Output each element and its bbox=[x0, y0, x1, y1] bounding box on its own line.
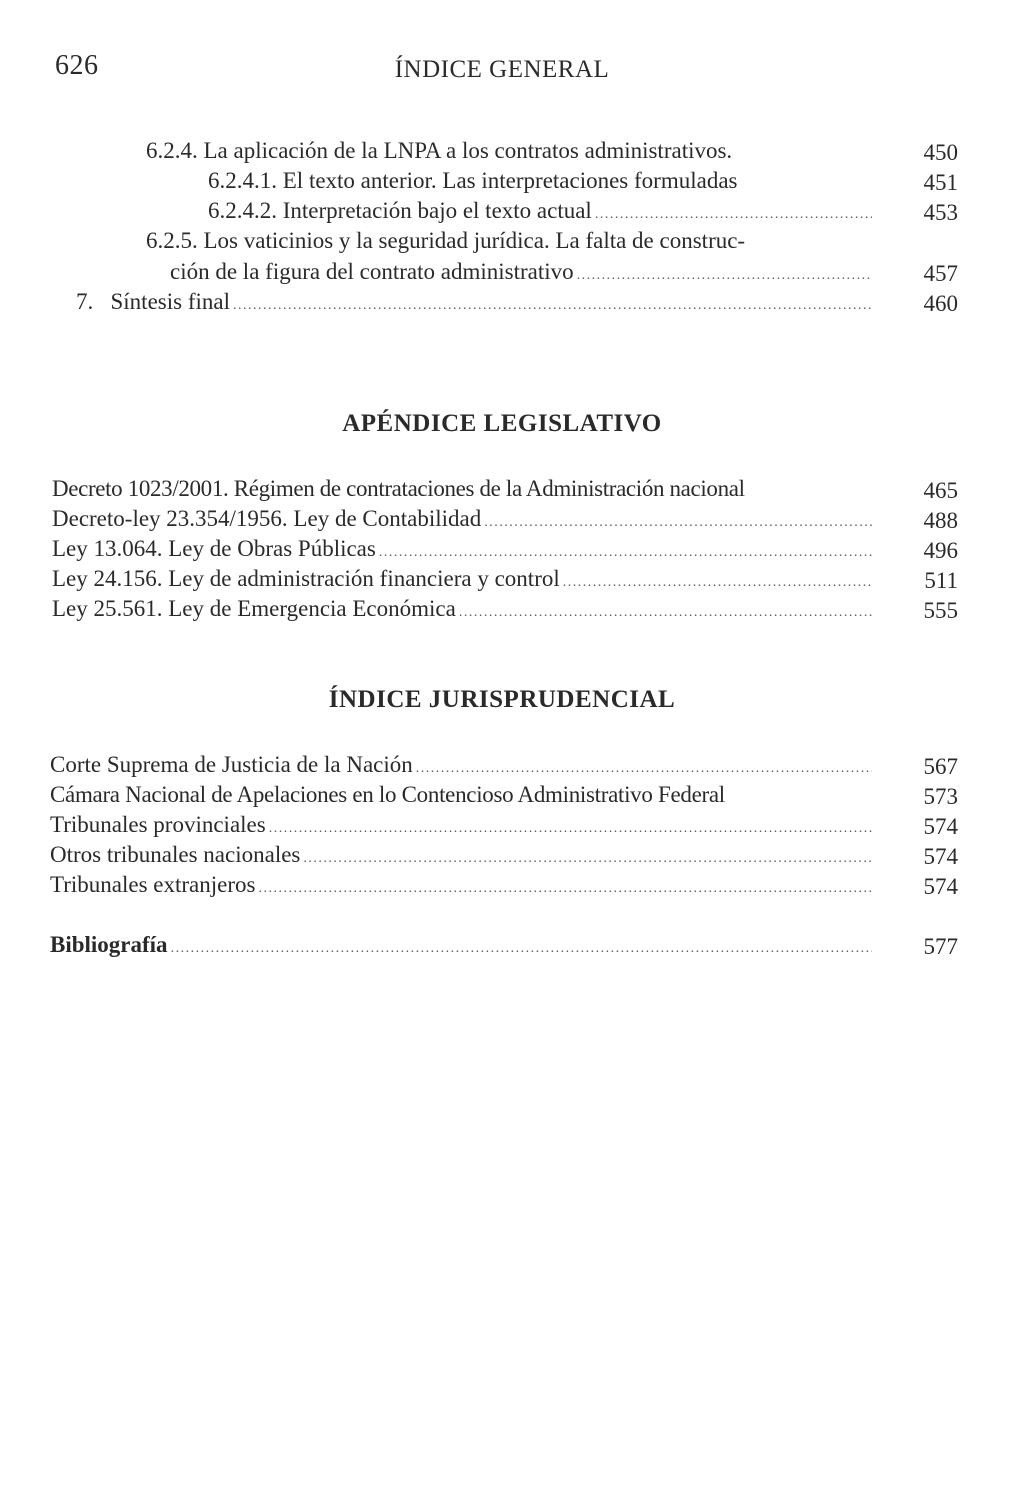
toc-entry-page: 574 bbox=[923, 874, 958, 899]
leader-dots bbox=[171, 934, 872, 964]
toc-entry-text: Decreto 1023/2001. Régimen de contrataciones de la Administración nacional bbox=[52, 476, 745, 501]
toc-entry-page: 496 bbox=[923, 538, 958, 563]
toc-entry-text: Tribunales extranjeros bbox=[50, 872, 256, 897]
toc-entry-text: Ley 13.064. Ley de Obras Públicas bbox=[52, 536, 376, 561]
toc-entry-page: 555 bbox=[923, 598, 958, 623]
toc-entry-text: 7. Síntesis final bbox=[76, 289, 230, 314]
toc-entry-page: 465 bbox=[923, 478, 958, 503]
toc-entry bbox=[146, 136, 958, 170]
toc-entry-text: Corte Suprema de Justicia de la Nación bbox=[50, 752, 413, 777]
toc-entry bbox=[50, 750, 958, 784]
toc-entry-text: Tribunales provinciales bbox=[50, 812, 266, 837]
toc-entry-page: 574 bbox=[923, 844, 958, 869]
toc-entry-text: Decreto-ley 23.354/1956. Ley de Contabilidad bbox=[52, 506, 482, 531]
toc-entry bbox=[52, 474, 958, 508]
leader-dots bbox=[233, 291, 872, 321]
toc-entry-page: 451 bbox=[923, 170, 958, 195]
toc-entry-text: Otros tribunales nacionales bbox=[50, 842, 301, 867]
toc-entry-page: 453 bbox=[923, 200, 958, 225]
toc-entry bbox=[76, 287, 958, 321]
toc-entry bbox=[50, 870, 958, 904]
toc-entry-text: 6.2.4.2. Interpretación bajo el texto actual bbox=[208, 198, 592, 223]
toc-entry-text: ción de la figura del contrato administrativo bbox=[170, 259, 574, 284]
toc-entry-text: Ley 25.561. Ley de Emergencia Económica bbox=[52, 596, 456, 621]
toc-entry-text: 6.2.5. Los vaticinios y la seguridad jurídica. La falta de construc- bbox=[146, 228, 746, 253]
page-number: 626 bbox=[55, 50, 99, 81]
running-head: ÍNDICE GENERAL bbox=[394, 56, 610, 83]
toc-entry bbox=[170, 257, 958, 291]
toc-entry bbox=[52, 564, 958, 598]
toc-entry-page: 488 bbox=[923, 508, 958, 533]
toc-entry-page: 511 bbox=[924, 568, 958, 593]
toc-entry bbox=[50, 840, 958, 874]
toc-entry bbox=[208, 166, 958, 200]
toc-entry-text: Ley 24.156. Ley de administración financiera y control bbox=[52, 566, 560, 591]
toc-entry-page: 567 bbox=[923, 754, 958, 779]
toc-entry-bibliografia bbox=[50, 930, 958, 964]
toc-entry-page: 577 bbox=[923, 934, 958, 959]
toc-entry bbox=[50, 810, 958, 844]
toc-entry bbox=[52, 534, 958, 568]
toc-entry-page: 450 bbox=[923, 140, 958, 165]
toc-entry-page: 574 bbox=[923, 814, 958, 839]
toc-entry-text: Bibliografía bbox=[50, 932, 168, 957]
section-title-jurisprudencial: ÍNDICE JURISPRUDENCIAL bbox=[328, 686, 676, 713]
toc-entry-text: 6.2.4. La aplicación de la LNPA a los contratos administrativos. bbox=[146, 138, 733, 163]
toc-entry bbox=[52, 594, 958, 628]
section-title-apendice: APÉNDICE LEGISLATIVO bbox=[342, 410, 662, 437]
leader-dots bbox=[459, 598, 872, 628]
toc-entry-page: 460 bbox=[923, 291, 958, 316]
toc-entry-page: 457 bbox=[923, 261, 958, 286]
toc-entry bbox=[208, 196, 958, 230]
toc-entry bbox=[50, 780, 958, 814]
leader-dots bbox=[258, 874, 872, 904]
toc-entry bbox=[52, 504, 958, 538]
toc-entry-text: Cámara Nacional de Apelaciones en lo Contencioso Administrativo Federal bbox=[50, 782, 725, 807]
toc-entry-text: 6.2.4.1. El texto anterior. Las interpretaciones formuladas bbox=[208, 168, 738, 193]
toc-entry-page: 573 bbox=[923, 784, 958, 809]
